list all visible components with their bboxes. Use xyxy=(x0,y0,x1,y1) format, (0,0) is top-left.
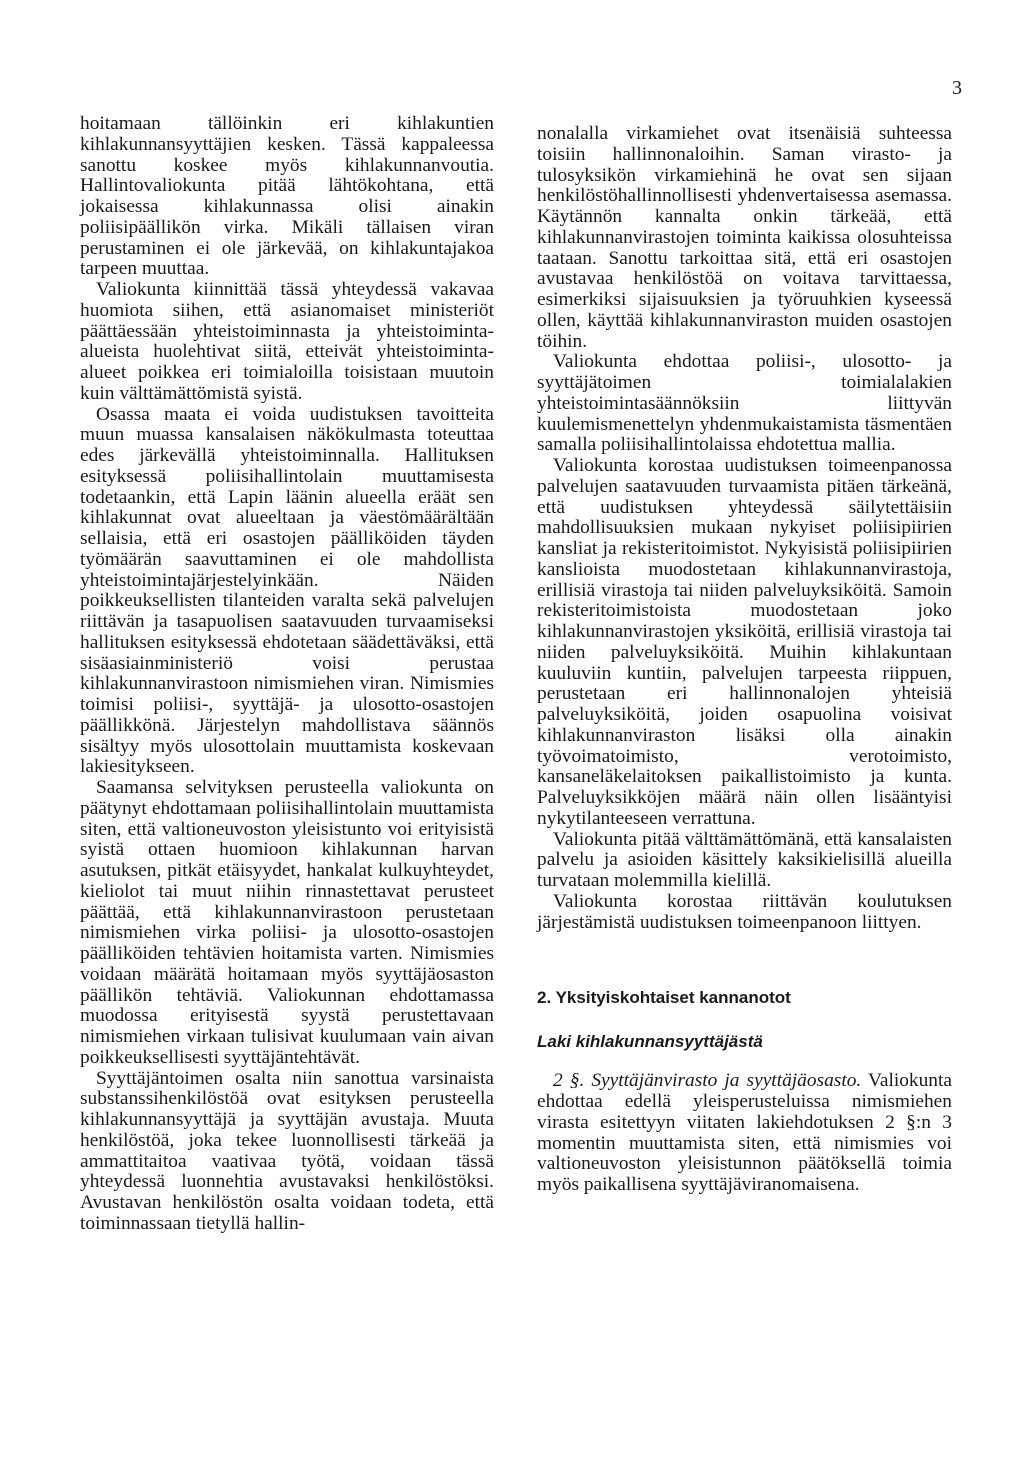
left-column xyxy=(80,114,494,1235)
paragraph: hoitamaan tällöinkin eri kihlakuntien kihlakunnansyyttäjien kesken. Tässä kappaleessa sanottu koskee myös kihlakunnanvoutia. Hallintovaliokunta pitää lähtökohtana, että jokaisessa kihlakunnassa olisi ainakin poliisipäällikön virka. Mikäli tällaisen viran perustaminen ei ole järkevää, on kihlakuntajakoa tarpeen muuttaa. xyxy=(80,113,494,280)
section-lead: 2 §. Syyttäjänvirasto ja syyttäjäosasto. xyxy=(553,1070,862,1092)
paragraph: nonalalla virkamiehet ovat itsenäisiä suhteessa toisiin hallinnonaloihin. Saman virasto- ja tulosyksikön virkamiehinä he ovat sen sijaan henkilöstöhallinnollisesti yhdenvertaisessa asemassa. Käytännön kannalta onkin tärkeää, että kihlakunnanvirastojen toiminta kaikissa olosuhteissa taataan. Sanottu tarkoittaa sitä, että eri osastojen avustavaa henkilöstöä on voitava tarvittaessa, esimerkiksi sijaisuuksien ja työruuhkien kyseessä ollen, käyttää kihlakunnanviraston muiden osastojen töihin. xyxy=(537,123,952,352)
law-subheading: Laki kihlakunnansyyttäjästä xyxy=(537,1032,763,1052)
section-paragraph xyxy=(537,1071,952,1196)
page-number: 3 xyxy=(952,77,962,99)
paragraph: Syyttäjäntoimen osalta niin sanottua varsinaista substanssihenkilöstöä ovat esityksen perusteella kihlakunnansyyttäjä ja syyttäjän avustaja. Muuta henkilöstöä, joka tekee luonnollisesti tärkeää ja ammattitaitoa vaativaa työtä, voidaan tässä yhteydessä luonnehtia avustavaksi henkilöstöksi. Avustavan henkilöstön osalta voidaan todeta, että toiminnassaan tietyllä hallin- xyxy=(80,1067,494,1234)
paragraph: Valiokunta ehdottaa poliisi-, ulosotto- ja syyttäjätoimen toimialalakien yhteistoimintasäännöksiin liittyvän kuulemismenettelyn yhdenmukaistamista täsmentäen samalla poliisihallintolaissa ehdotettua mallia. xyxy=(537,351,952,456)
paragraph: Saamansa selvityksen perusteella valiokunta on päätynyt ehdottamaan poliisihallintolain muuttamista siten, että valtioneuvoston yleisistunto voi erityisistä syistä ottaen huomioon kihlakunnan harvan asutuksen, pitkät etäisyydet, hankalat kulkuyhteydet, kieliolot tai muut niihin rinnastettavat perusteet päättää, että kihlakunnanvirastoon perustetaan nimismiehen virka poliisi- ja ulosotto-osastojen päälliköiden tehtävien hoitamista varten. Nimismies voidaan määrätä hoitamaan myös syyttäjäosaston päällikön tehtäviä. Valiokunnan ehdottamassa muodossa erityisestä syystä perustettavaan nimismiehen virkaan tulisivat kuulumaan vain aivan poikkeuksellisesti syyttäjäntehtävät. xyxy=(80,777,494,1068)
paragraph: Valiokunta korostaa uudistuksen toimeenpanossa palvelujen saatavuuden turvaamista pitäen tärkeänä, että uudistuksen yhteydessä säilytettäisiin mahdollisuuksien mukaan nykyiset poliisipiirien kansliat ja rekisteritoimistot. Nykyisistä poliisipiirien kanslioista muodostetaan kihlakunnanvirastoja, erillisiä virastoja tai niiden palveluyksiköitä. Samoin rekisteritoimistoista muodostetaan joko kihlakunnanvirastojen yksiköitä, erillisiä virastoja tai niiden palveluyksiköitä. Muihin kihlakuntaan kuuluviin kuntiin, palvelujen tarpeesta riippuen, perustetaan eri hallinnonalojen yhteisiä palveluyksiköitä, joiden osapuolina voisivat kihlakunnanviraston lisäksi olla ainakin työvoimatoimisto, verotoimisto, kansaneläkelaitoksen paikallistoimisto ja kunta. Palveluyksikköjen määrä näin ollen lisääntyisi nykytilanteeseen verrattuna. xyxy=(537,455,952,829)
paragraph: Valiokunta pitää välttämättömänä, että kansalaisten palvelu ja asioiden käsittely kaksikielisillä alueilla turvataan molemmilla kielillä. xyxy=(537,828,952,891)
paragraph: Osassa maata ei voida uudistuksen tavoitteita muun muassa kansalaisen näkökulmasta toteuttaa edes järkevällä yhteistoiminnalla. Hallituksen esityksessä poliisihallintolain muuttamisesta todetaankin, että Lapin läänin alueella eräät sen kihlakunnat ovat alueeltaan ja väestömäärältään sellaisia, että eri osastojen päälliköiden täyden työmäärän saavuttaminen ei ole mahdollista yhteistoimintajärjestelyinkään. Näiden poikkeuksellisten tilanteiden varalta sekä palvelujen riittävän ja tasapuolisen saatavuuden turvaamiseksi hallituksen esityksessä ehdotetaan säädettäväksi, että sisäasiainministeriö voisi perustaa kihlakunnanvirastoon nimismiehen viran. Nimismies toimisi poliisi-, syyttäjä- ja ulosotto-osastojen päällikkönä. Järjestelyn mahdollistava säännös sisältyy myös ulosottolain muuttamista koskevaan lakiesitykseen. xyxy=(80,403,494,778)
section-heading: 2. Yksityiskohtaiset kannanotot xyxy=(537,988,791,1008)
paragraph: Valiokunta kiinnittää tässä yhteydessä vakavaa huomiota siihen, että asianomaiset ministeriöt päättäessään yhteistoiminnasta ja yhteistoiminta-alueista huolehtivat siitä, etteivät yhteistoiminta-alueet poikkea eri toimialoilla toisistaan muutoin kuin välttämättömistä syistä. xyxy=(80,279,494,404)
section-text: Valiokunta ehdottaa edellä yleisperusteluissa nimismiehen virasta esitettyyn viitaten lakiehdotuksen 2 §:n 3 momentin muuttamista siten, että nimismies voi valtioneuvoston yleisistunnon päätöksellä toimia myös paikallisena syyttäjäviranomaisena. xyxy=(537,1070,952,1195)
right-column xyxy=(537,124,952,1196)
paragraph: Valiokunta korostaa riittävän koulutuksen järjestämistä uudistuksen toimeenpanoon liittyen. xyxy=(537,890,952,933)
